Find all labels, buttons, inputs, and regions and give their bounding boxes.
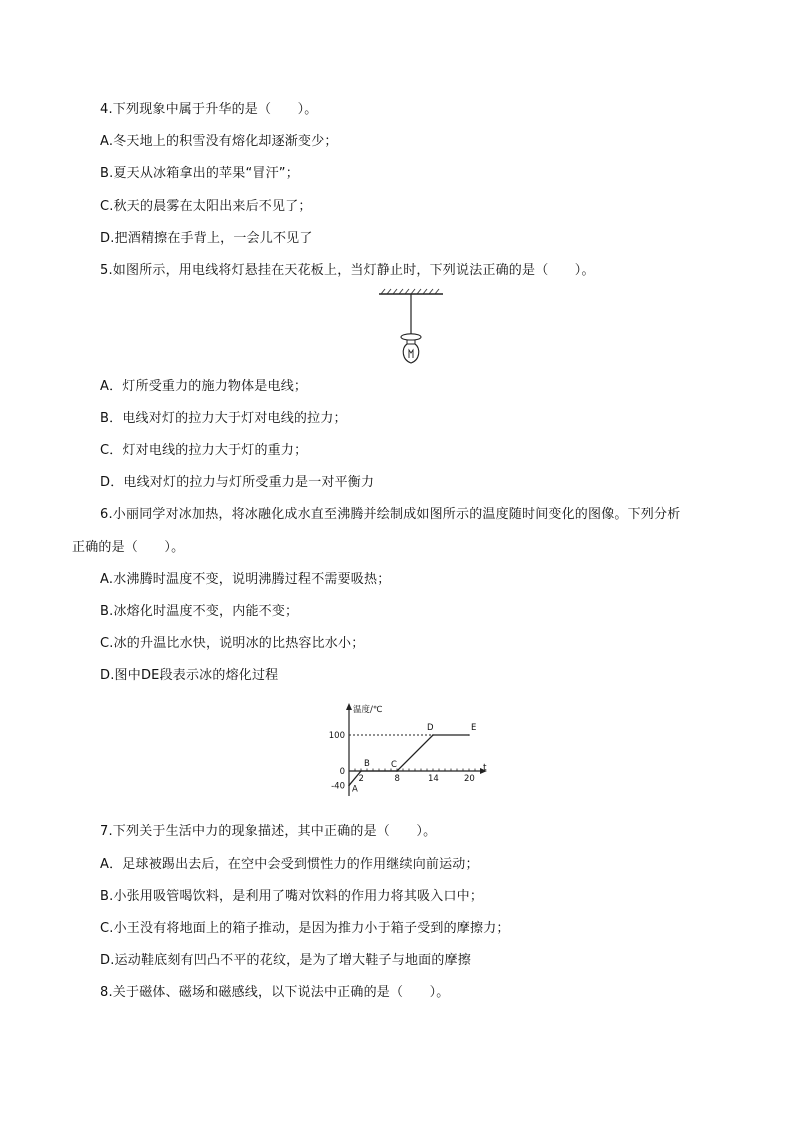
point-label: A	[352, 784, 358, 795]
y-tick-label: 0	[339, 767, 345, 777]
q5-option-a: A．灯所受重力的施力物体是电线；	[100, 379, 308, 394]
q7-option-b: B.小张用吸管喝饮料，是利用了嘴对饮料的作用力将其吸入口中；	[100, 889, 484, 904]
q7-option-d: D.运动鞋底刻有凹凸不平的花纹，是为了增大鞋子与地面的摩擦	[100, 953, 471, 968]
y-axis-label: 温度/℃	[353, 705, 383, 715]
y-axis-arrow	[346, 703, 352, 710]
q4-stem: 4.下列现象中属于升华的是（ ）。	[100, 102, 318, 117]
data-point	[432, 734, 434, 736]
q6-option-b: B.冰熔化时温度不变，内能不变；	[100, 604, 299, 619]
q5-option-d: D．电线对灯的拉力与灯所受重力是一对平衡力	[100, 475, 375, 490]
hanging-lamp-figure	[375, 288, 455, 370]
q4-option-d: D.把酒精擦在手背上，一会儿不见了	[100, 231, 313, 246]
q7-stem: 7.下列关于生活中力的现象描述，其中正确的是（ ）。	[100, 824, 437, 839]
q8-stem: 8.关于磁体、磁场和磁感线，以下说法中正确的是（ ）。	[100, 985, 450, 1000]
q5-option-b: B．电线对灯的拉力大于灯对电线的拉力；	[100, 411, 347, 426]
q6-stem-line1: 6.小丽同学对冰加热，将冰融化成水直至沸腾并绘制成如图所示的温度随时间变化的图像。下列分析	[100, 507, 681, 522]
x-tick-label: 2	[358, 774, 364, 784]
x-tick-label: 8	[394, 774, 400, 784]
q6-option-c: C.冰的升温比水快，说明冰的比热容比水小；	[100, 636, 365, 651]
y-tick-label: -40	[331, 781, 345, 792]
point-label: E	[471, 723, 477, 733]
point-label: D	[427, 723, 434, 733]
temperature-time-chart	[325, 700, 495, 800]
q4-option-a: A.冬天地上的积雪没有熔化却逐渐变少；	[100, 134, 338, 149]
lamp-bulb-icon	[401, 334, 421, 363]
q4-option-c: C.秋天的晨雾在太阳出来后不见了；	[100, 199, 312, 214]
q4-option-b: B.夏天从冰箱拿出的苹果“冒汗”；	[100, 166, 299, 181]
q6-option-d: D.图中DE段表示冰的熔化过程	[100, 668, 279, 683]
q5-stem: 5.如图所示，用电线将灯悬挂在天花板上，当灯静止时，下列说法正确的是（ ）。	[100, 263, 595, 278]
q6-stem-line2: 正确的是（ ）。	[72, 540, 185, 555]
data-point	[396, 770, 398, 772]
data-point	[468, 734, 470, 736]
q6-option-a: A.水沸腾时温度不变，说明沸腾过程不需要吸热；	[100, 572, 391, 587]
q7-option-a: A．足球被踢出去后，在空中会受到惯性力的作用继续向前运动；	[100, 857, 479, 872]
data-point	[360, 770, 362, 772]
point-label: B	[364, 759, 370, 769]
q7-option-c: C.小王没有将地面上的箱子推动，是因为推力小于箱子受到的摩擦力；	[100, 921, 510, 936]
data-point	[348, 785, 350, 787]
q5-option-c: C．灯对电线的拉力大于灯的重力；	[100, 443, 308, 458]
y-tick-label: 100	[328, 731, 345, 741]
ceiling-icon	[379, 289, 443, 294]
point-label: C	[391, 760, 397, 770]
x-tick-label: 14	[428, 774, 439, 784]
x-tick-label: 20	[464, 774, 475, 784]
x-axis-label: t	[483, 763, 487, 773]
